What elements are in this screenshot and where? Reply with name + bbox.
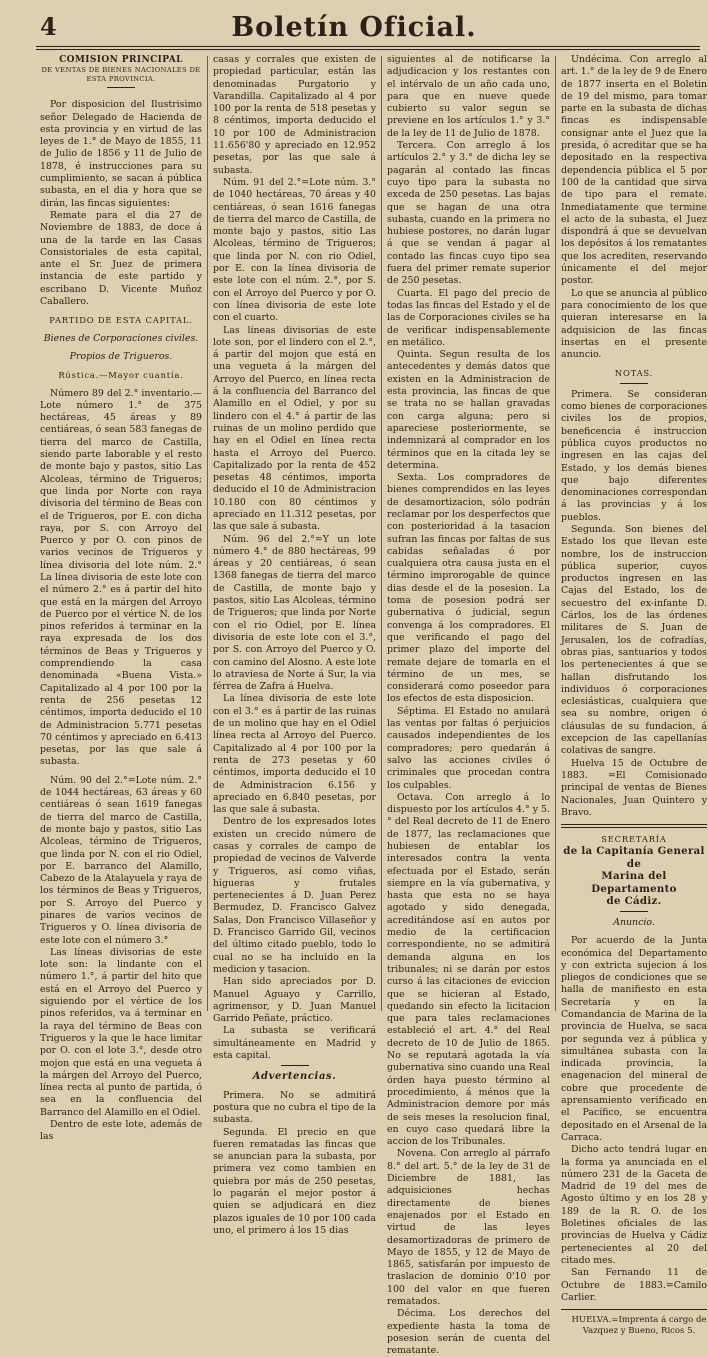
column-rule: [207, 56, 208, 1011]
quinta-paragraph: Quinta. Segun resulta de los antecedentes y demás datos que existen en la Administracion de esta provincia, las fincas de que se trata no se hallan gravadas con carga alguna; pero si apareciese posteriormente, se indemnizará al comprador en los términos que en la citada ley se determina.: [387, 349, 550, 471]
page-number: 4: [40, 12, 57, 41]
continued-paragraph: casas y corrales que existen de propiedad particular, están las denominadas Purgatorio y Varandilla. Capitalizado al 4 por 100 por la renta de 518 pesetas y 8 céntimos, importa deducido el 10 por 100 de Administracion 11.656'80 y apreciado en 12.952 pesetas, por las que sale á subasta.: [213, 54, 376, 176]
rustica-heading: Rústica.—Mayor cuantía.: [58, 370, 184, 381]
san-fernando-paragraph: San Fernando 11 de Octubre de 1883.=Camilo Carlier.: [561, 1267, 707, 1303]
column-3: [387, 54, 550, 1357]
octava-paragraph: Octava. Con arreglo á lo dispuesto por los artículos 4.° y 5.° del Real decreto de 11 de Enero de 1877, las reclamaciones que hubiesen de entablar los interesados contra la venta efectuada por el Estado, serán siempre en la vía gubernativa, y hasta que esta no se haya agotado y sido denegada, acreditándose así en autos por medio de la certificacion correspondiente, no se admitirá demanda alguna en los tribunales; ni se darán por estos curso á las citaciones de eviccion que se hicieran al Estado, quedando sin efecto la licitacion que para tales reclamaciones estableció el art. 4.° del Real decreto de 10 de Julio de 1865. No se reputará agotada la vía gubernativa sino cuando una Real órden haya puesto término al procedimiento, á ménos que la Administracion demore por más de seis meses la resolucion final, en cuyo caso quedará libre la accion de los Tribunales.: [387, 791, 550, 1148]
lot-90-paragraph: Núm. 90 del 2.°=Lote núm. 2.° de 1044 hectáreas, 63 áreas y 60 centiáreas ó sean 1619 fanegas de tierra del marco de Castilla, de monte bajo y pastos, sitio Las Alcoleas, término de Trigueros, que linda por N. con el rio Odiel, por E. barranco del Alamillo, Cabezo de la Atalayuela y raya de los términos de Beas y Trigueros, por S. Arroyo del Puerco y pinares de varios vecinos de Trigueros y O. línea divisoria de este lote con el número 3.°: [40, 774, 202, 946]
imprint-rule: [561, 1309, 707, 1310]
divider: [620, 911, 648, 912]
linea-paragraph: La línea divisoria de este lote con el 3.° es á partir de las ruinas de un molino que hay en el Odiel línea recta al Arroyo del Puerco. Capitalizado al 4 por 100 por la renta de 273 pesetas y 60 céntimos, importa deducido el 10 de Administracion 6.156 y apreciado en 6.840 pesetas, por las que sale á subasta.: [213, 693, 376, 816]
dicho-paragraph: Dicho acto tendrá lugar en la forma ya anunciada en el número 231 de la Gaceta de Madrid de 19 del mes de Agosto último y en los 28 y 189 de la R. O. de los Boletines oficiales de las provincias de Huelva y Cádiz pertenecientes al 20 del citado mes.: [561, 1144, 707, 1266]
imprint-line-2: Vazquez y Bueno, Ricos 5.: [582, 1326, 696, 1337]
septima-paragraph: Séptima. El Estado no anulará las ventas por faltas ó perjuicios causados independientes de los compradores; pero quedarán á salvo las acciones civiles ó criminales que procedan contra los culpables.: [387, 705, 550, 791]
acuerdo-paragraph: Por acuerdo de la Junta económica del Departamento y con extricta sujecion á los pliegos de condiciones que se halla de manifiesto en esta Secretaría y en la Comandancia de Marina de la provincia de Huelva, se saca por segunda vez á pública y simultánea subasta con la indicada provincia, la enagenacion del mineral de cobre que procedente de aprensamiento verificado en el Pacífico, se encuentra depositado en el Arsenal de la Carraca.: [561, 935, 707, 1143]
notas-heading: NOTAS.: [614, 368, 654, 379]
continued-paragraph: siguientes al de notificarse la adjudicacion y los restantes con el intérvalo de un año cada uno, para que en nueve quede cubierto su valor segun se previene en los artículos 1.° y 3.° de la ley de 11 de Julio de 1878.: [387, 54, 550, 139]
undecima-paragraph: Undécima. Con arreglo al art. 1.° de la ley de 9 de Enero de 1877 inserta en el Boletin de 19 del mismo, para tomar parte en la subasta de dichas fincas es indispensable consignar ante el Juez que la presida, ó acreditar que se ha depositado en la respectiva dependencia pública el 5 por 100 de la cantidad que sirva de tipo para el remate. Inmediatamente que termine el acto de la subasta, el Juez dispondrá á que se devuelvan los depósitos á los rematantes que los acrediten, reservando únicamente el del mejor postor.: [561, 54, 707, 287]
dentro-paragraph: Dentro de los expresados lotes existen un crecido número de casas y corrales de campo de propiedad de vecinos de Valverde y Trigueros, así como viñas, higueras y frutales pertenecientes á D. Juan Perez Bermudez, D. Francisco Galvez Salas, Don Francisco Villaseñor y D. Francisco Garrido Gil, vecinos del último citado pueblo, todo lo cual no se ha incluido en la medicion y tasacion.: [213, 816, 376, 975]
column-1: [40, 54, 202, 1143]
intro-paragraph: Por disposicion del Ilustrisimo señor Delegado de Hacienda de esta provincia y en virtud de las leyes de 1.° de Mayo de 1855, 11 de Julio de 1856 y 11 de Julio de 1878, é instrucciones para su cumplimiento, se sacan á pública subasta, en el dia y hora que se dirán, las fincas siguientes:: [40, 99, 202, 209]
column-rule: [555, 56, 556, 1011]
subasta-paragraph: La subasta se verificará simultáneamente en Madrid y esta capital.: [213, 1025, 376, 1062]
remate-paragraph: Remate para el dia 27 de Noviembre de 1883, de doce á una de la tarde en las Casas Consistoriales de esta capital, ante el Sr. Juez de primera instancia de este partido y escribano D. Vicente Muñoz Caballero.: [40, 209, 202, 308]
novena-paragraph: Novena. Con arreglo al párrafo 8.° del art. 5.° de la ley de 31 de Diciembre de 1881, las adquisiciones hechas directamente de bienes enajenados por el Estado en virtud de las leyes desamortizadoras de primero de Mayo de 1855, y 12 de Mayo de 1865, satisfarán por impuesto de traslacion de dominio 0'10 por 100 del valor en que fueren rematados.: [387, 1148, 550, 1307]
lot-89-paragraph: Número 89 del 2.° inventario.—Lote número 1.° de 375 hectáreas, 45 áreas y 89 centiáreas, ó sean 583 fanegas de tierra del marco de Castilla, siendo parte laborable y el resto de monte bajo y pastos, sitio Las Alcoleas, término de Trigueros; que linda por Norte con raya divisoria del término de Beas con el de Trigueros, por E. con dicha raya, por S. con Arroyo del Puerco y por O. con pinos de varios vecinos de Trigueros y línea divisoria del lote núm. 2.° La línea divisoria de este lote con el número 2.° es á partir del hito que está en la márgen del Arroyo de Puerco por el vértice N. de los pinos referidos á terminar en la raya expresada de los dos términos de Beas y Trigueros y comprendiendo la casa denominada «Buena Vista.» Capitalizado al 4 por 100 por la renta de 256 pesetas 12 céntimos, importa deducido el 10 de Administracion 5.771 pesetas 70 céntimos y apreciado en 6.413 pesetas, por las que sale á subasta.: [40, 387, 202, 768]
column-4: [561, 54, 707, 1337]
anuncia-paragraph: Lo que se anuncia al público para conocimiento de los que quieran interesarse en la adquisicion de las fincas insertas en el presente anuncio.: [561, 287, 707, 361]
newspaper-title: Boletín Oficial.: [231, 12, 477, 43]
divider: [620, 383, 648, 384]
page-header: [0, 0, 708, 56]
commission-subtitle: DE VENTAS DE BIENES NACIONALES DE: [41, 66, 201, 75]
primera-paragraph: Primera. No se admitirá postura que no cubra el tipo de la subasta.: [213, 1089, 376, 1126]
divider: [107, 87, 135, 88]
header-rule: [36, 46, 700, 50]
tercera-paragraph: Tercera. Con arreglo á los artículos 2.° y 3.° de dicha ley se pagarán al contado las fincas cuyo tipo para la subasta no exceda de 250 pesetas. Las bajas que se hagan de una otra subasta, cuando en la primera no hubiese postores, no darán lugar á que se vendan á pagar al contado las fincas cuyo tipo sea fuera del primer remate superior de 250 pesetas.: [387, 140, 550, 287]
signature-paragraph: Huelva 15 de Octubre de 1883. =El Comisionado principal de ventas de Bienes Nacionales, Juan Quintero y Bravo.: [561, 757, 707, 818]
secretaria-heading: SECRETARÍA: [601, 834, 667, 845]
cadiz-heading: de Cádiz.: [606, 895, 662, 908]
columns: [40, 54, 708, 1357]
partido-heading: PARTIDO DE ESTA CAPITAL.: [49, 315, 193, 326]
lineas-paragraph: Las líneas divisorias de este lote son, por el lindero con el 2.°, á partir del mojon que está en una vegueta á la márgen del Arroyo del Puerco, en línea recta á la confluencia del Barranco del Alamillo en el Odiel, y por su lindero con el 4.° á partir de las ruinas de un molino perdido que hay en el Odiel en línea recta hasta el Arroyo del Puerco. Capitalizado por la renta de 452 pesetas 48 céntimos, importa deducido el 10 de Administracion 10.180 con 80 céntimos y apreciado en 11.312 pesetas, por las que sale á subasta.: [213, 324, 376, 533]
cuarta-paragraph: Cuarta. El pago del precio de todas las fincas del Estado y el de las de Corporaciones civiles se ha de verificar indispensablemente en metálico.: [387, 287, 550, 348]
column-rule: [381, 56, 382, 1011]
lot-96-paragraph: Núm. 96 del 2.°=Y un lote número 4.° de 880 hectáreas, 99 áreas y 20 centiáreas, ó sean 1368 fanegas de tierra del marco de Castilla, de monte bajo y pastos, sitio Las Alcoleas, término de Trigueros; que linda por Norte con el rio Odiel, por E. línea divisoria de este lote con el 3.°, por S. con Arroyo del Puerco y O. con camino del Alosno. A este lote lo atraviesa de Norte á Sur, la via férrea de Zafra á Huelva.: [213, 533, 376, 693]
decima-paragraph: Décima. Los derechos del expediente hasta la toma de posesion serán de cuenta del rematante.: [387, 1308, 550, 1357]
capitania-heading: de la Capitanía General de: [563, 845, 705, 870]
nota-segunda-paragraph: Segunda. Son bienes del Estado los que llevan este nombre, los de instruccion pública superior, cuyos productos ingresen en las Cajas del Estado, los de secuestro del ex-infante D. Cárlos, los de las órdenes militares de S. Juan de Jerusalen, los de cofradías, obras pias, santuarios y todos los pertenecientes á que se hallan disfrutando los individuos ó corporaciones eclesiásticas, cualquiera que sea su nombre, origen ó cláusulas de su fundacion, á excepcion de las capellanías colativas de sangre.: [561, 523, 707, 757]
advertencias-heading: Advertencias.: [252, 1071, 337, 1083]
sexta-paragraph: Sexta. Los compradores de bienes comprendidos en las leyes de desamortizacion, sólo podrán reclamar por los desperfectos que con posterioridad á la tasacion sufran las fincas por faltas de sus cabidas señaladas ó por cualquiera otra causa justa en el término improrogable de quince dias desde el de la posesion. La toma de posesion podrá ser gubernativa ó judicial, segun convenga á los compradores. El que verificando el pago del primer plazo del importe del remate dejare de tomarla en el término de un mes, se considerará como poseedor para los efectos de esta disposicion.: [387, 472, 550, 705]
bienes-heading: Bienes de Corporaciones civiles.: [43, 332, 199, 344]
segunda-paragraph: Segunda. El precio en que fueren rematadas las fincas que se anuncian para la subasta, por primera vez como tambien en quiebra por más de 250 pesetas, lo pagarán el mejor postor á quien se adjudicará en diez plazos iguales de 10 por 100 cada uno, el primero á los 15 dias: [213, 1126, 376, 1236]
commission-title: COMISION PRINCIPAL: [59, 55, 183, 65]
section-rule: [561, 824, 707, 828]
dentro-paragraph: Dentro de este lote, además de las: [40, 1119, 202, 1143]
nota-primera-paragraph: Primera. Se consideran como bienes de corporaciones civiles los de propios, beneficencia é instruccion pública cuyos productos no ingresen en las cajas del Estado, y los demás bienes que bajo diferentes denominaciones correspondan á las provincias y á los pueblos.: [561, 388, 707, 523]
apreciados-paragraph: Han sido apreciados por D. Manuel Aguayo y Carrillo, agrimensor, y D. Juan Manuel Garrido Peñate, práctico.: [213, 976, 376, 1025]
lineas-paragraph: Las líneas divisorias de este lote son: la lindante con el número 1.°, á partir del hito que está en el Arroyo del Puerco y siguiendo por el vértice de los pinos referidos, va á terminar en la raya del término de Beas con Trigueros y la que le hace limitar por O. con el lote 3.°, desde otro mojon que está en una vegueta á la márgen del Arroyo del Puerco, línea recta al punto de partida, ó sea en la confluencia del Barranco del Alamillo en el Odiel.: [40, 946, 202, 1118]
propios-heading: Propios de Trigueros.: [69, 350, 173, 362]
divider: [281, 1065, 309, 1066]
imprint-line-1: HUELVA.=Imprenta á cargo de: [571, 1315, 707, 1326]
marina-heading: Marina del Departamento: [591, 870, 677, 895]
column-2: [213, 54, 376, 1236]
anuncio-heading: Anuncio.: [613, 916, 655, 928]
lot-91-paragraph: Núm. 91 del 2.°=Lote núm. 3.° de 1040 hectáreas, 70 áreas y 40 centiáreas, ó sean 1616 fanegas de tierra del marco de Castilla, de monte bajo y pastos, sitio Las Alcoleas, término de Trigueros; que linda por N. con rio Odiel, por E. con la línea divisoria de este lote con el núm. 2.°, por S. con el Arroyo del Puerco y por O. con línea divisoria de este lote con el cuarto.: [213, 176, 376, 324]
commission-subtitle-2: ESTA PROVINCIA.: [86, 75, 156, 84]
